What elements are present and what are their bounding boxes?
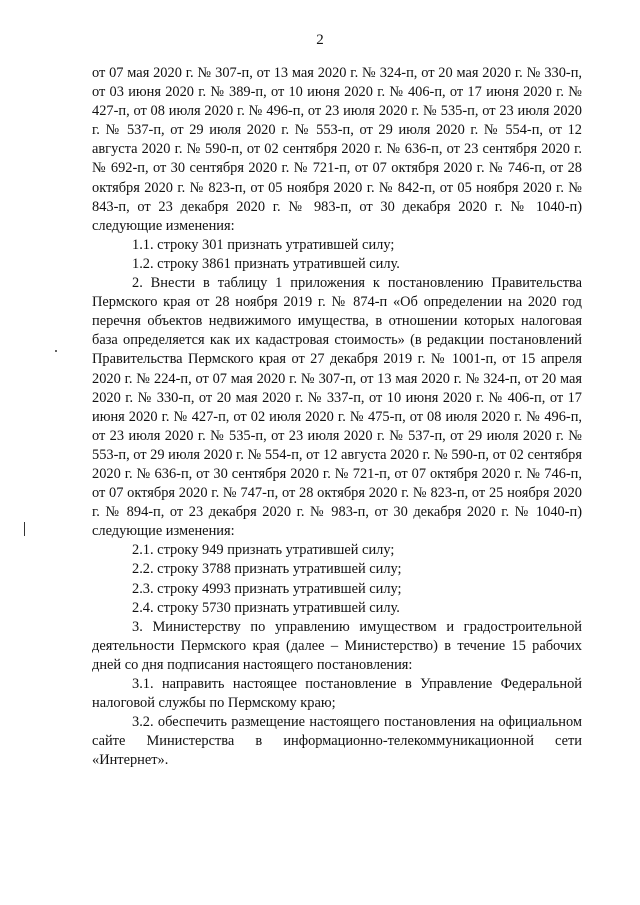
paragraph-item-3-2: 3.2. обеспечить размещение настоящего постановления на официальном сайте Министерства в информационно-телекоммуникационной сети «Интернет». [92,714,582,769]
paragraph-item-2-2: 2.2. строку 3788 признать утратившей силу; [132,561,402,578]
paragraph-item-2: 2. Внести в таблицу 1 приложения к постановлению Правительства Пермского края от 28 ноября 2019 г. № 874-п «Об определении на 2020 год перечня объектов недвижимого имущества, в отношении которых налоговая база определяется как их кадастровая стоимость» (в редакции постановлений Правительства Пермского края от 27 декабря 2019 г. № 1001-п, от 15 апреля 2020 г. № 224-п, от 07 мая 2020 г. № 307-п, от 13 мая 2020 г. № 324-п, от 20 мая 2020 г. № 330-п, от 20 мая 2020 г. № 337-п, от 10 июня 2020 г. № 406-п, от 17 июня 2020 г. № 427-п, от 02 июля 2020 г. № 475-п, от 08 июля 2020 г. № 496-п, от 23 июля 2020 г. № 535-п, от 23 июля 2020 г. № 537-п, от 29 июля 2020 г. № 553-п, от 29 июля 2020 г. № 554-п, от 12 августа 2020 г. № 590-п, от 02 сентября 2020 г. № 636-п, от 30 сентября 2020 г. № 721-п, от 07 октября 2020 г. № 746-п, от 07 октября 2020 г. № 747-п, от 28 октября 2020 г. № 823-п, от 25 ноября 2020 г. № 894-п, от 23 декабря 2020 г. № 983-п, от 30 декабря 2020 г. № 1040-п) следующие изменения: [92,275,582,540]
paragraph-item-3: 3. Министерству по управлению имуществом и градостроительной деятельности Пермского края (далее – Министерство) в течение 15 рабочих дней со дня подписания настоящего постановления: [92,618,582,673]
paragraph-item-1-2: 1.2. строку 3861 признать утратившей силу. [132,255,400,272]
scan-artifact-dot [55,350,57,352]
paragraph-item-1-1: 1.1. строку 301 признать утратившей силу; [132,236,395,253]
paragraph-item-2-1: 2.1. строку 949 признать утратившей силу; [132,542,395,559]
page-number: 2 [316,32,324,48]
paragraph-item-2-4: 2.4. строку 5730 признать утратившей силу. [132,599,400,616]
document-body [92,64,582,770]
paragraph-amendment-list-continuation: от 07 мая 2020 г. № 307-п, от 13 мая 2020 г. № 324-п, от 20 мая 2020 г. № 330-п, от 03 июня 2020 г. № 389-п, от 10 июня 2020 г. № 406-п, от 17 июня 2020 г. № 427-п, от 08 июля 2020 г. № 496-п, от 23 июля 2020 г. № 535-п, от 23 июля 2020 г. № 537-п, от 29 июля 2020 г. № 553-п, от 29 июля 2020 г. № 554-п, от 12 августа 2020 г. № 590-п, от 02 сентября 2020 г. № 636-п, от 23 сентября 2020 г. № 692-п, от 30 сентября 2020 г. № 721-п, от 07 октября 2020 г. № 746-п, от 28 октября 2020 г. № 823-п, от 05 ноября 2020 г. № 842-п, от 05 ноября 2020 г. № 843-п, от 23 декабря 2020 г. № 983-п, от 30 декабря 2020 г. № 1040-п) следующие изменения: [92,65,582,234]
paragraph-item-2-3: 2.3. строку 4993 признать утратившей силу; [132,580,402,597]
paragraph-item-3-1: 3.1. направить настоящее постановление в Управление Федеральной налоговой службы по Пермскому краю; [92,676,582,712]
scan-artifact-mark [24,522,25,536]
